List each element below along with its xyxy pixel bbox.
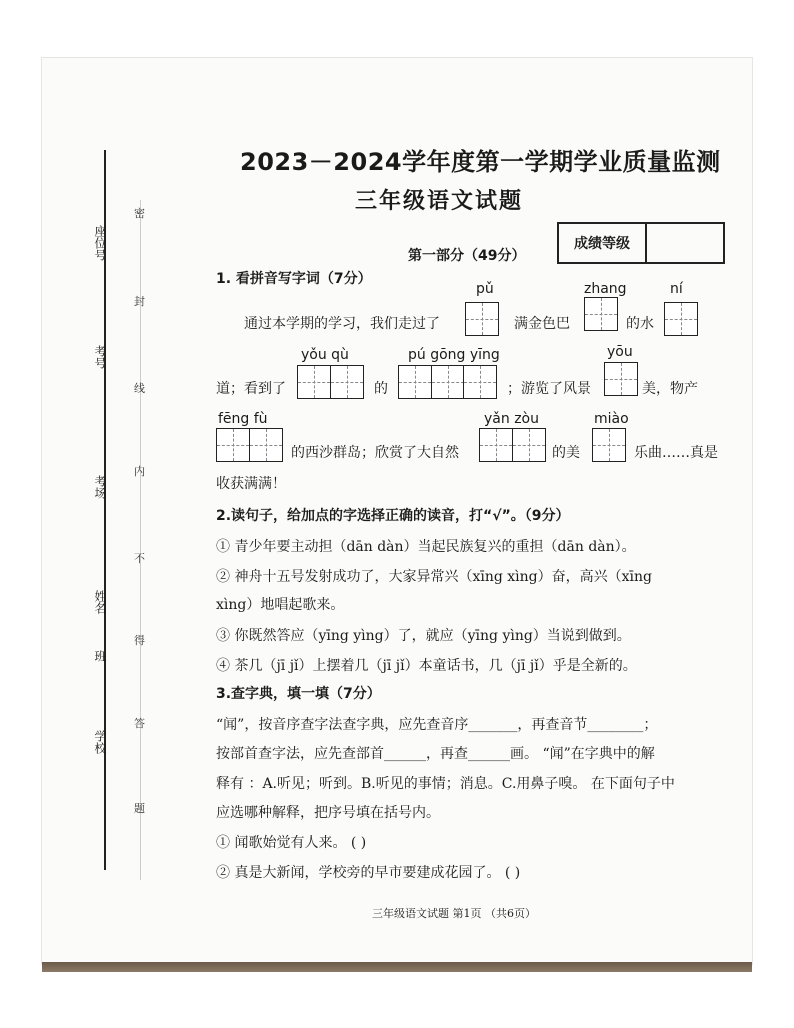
page-footer: 三年级语文试题 第1页 （共6页） (372, 907, 536, 920)
q1-text: 满金色巴 (514, 316, 570, 332)
seal-char: 线 (134, 382, 145, 395)
writing-box-ni[interactable] (664, 302, 698, 336)
seal-char: 内 (134, 465, 145, 478)
seal-char: 得 (134, 634, 145, 647)
q1-text: 美，物产 (642, 381, 698, 397)
q1-text: 通过本学期的学习，我们走过了 (244, 316, 440, 332)
pinyin-label: yōu (607, 344, 633, 360)
seal-char: 密 (134, 207, 145, 220)
seal-char: 答 (134, 717, 145, 730)
q1-text: 的 (374, 381, 388, 397)
q3-line: 按部首查字法，应先查部首______，再查______画。 “闻”在字典中的解 (216, 746, 655, 762)
q2-line: ② 神舟十五号发射成功了，大家异常兴（xīng xìng）奋，高兴（xīng (216, 569, 652, 585)
writing-box-miao[interactable] (592, 428, 626, 462)
q1-text: ；游览了风景 (507, 381, 591, 397)
pinyin-label: ní (670, 281, 683, 297)
label-class: 班 (93, 650, 107, 662)
q1-text: 的水 (626, 316, 654, 332)
writing-box-zhang[interactable] (584, 297, 618, 331)
q1-text: 收获满满！ (216, 476, 286, 492)
writing-box-pugongying[interactable] (398, 365, 497, 399)
label-seat-number: 座位号 (93, 225, 107, 261)
pinyin-label: yǒu qù (301, 347, 349, 363)
label-exam-number: 考号 (93, 345, 107, 369)
pinyin-label: miào (594, 411, 629, 427)
q1-text: 的美 (552, 445, 580, 461)
exam-title: 2023－2024学年度第一学期学业质量监测 (240, 148, 721, 176)
writing-box-pu[interactable] (465, 302, 499, 336)
exam-subtitle: 三年级语文试题 (355, 189, 524, 214)
q2-line: ③ 你既然答应（yīng yìng）了，就应（yīng yìng）当说到做到。 (216, 628, 631, 644)
q1-text: 乐曲……真是 (634, 445, 718, 461)
writing-box-yanzou[interactable] (479, 428, 546, 462)
pinyin-label: pǔ (476, 281, 494, 297)
question-3-heading: 3.查字典，填一填（7分） (216, 686, 381, 702)
seal-char: 不 (134, 552, 145, 565)
q2-line: ④ 茶几（jī jǐ）上摆着几（jī jǐ）本童话书，几（jī jǐ）乎是全新的。 (216, 658, 637, 674)
q1-text: 的西沙群岛；欣赏了大自然 (291, 445, 459, 461)
q3-line: 释有 ：A.听见；听到。B.听见的事情；消息。C.用鼻子嗅。 在下面句子中 (216, 776, 675, 792)
writing-box-youqu[interactable] (297, 365, 364, 399)
q2-line: ① 青少年要主动担（dān dàn）当起民族复兴的重担（dān dàn）。 (216, 539, 636, 555)
q3-line: “闻”，按音序查字法查字典，应先查音序_______，再查音节________； (216, 717, 658, 733)
label-name: 姓名 (93, 590, 107, 614)
paper-edge (42, 962, 752, 972)
seal-char: 题 (134, 802, 145, 815)
pinyin-label: yǎn zòu (484, 411, 539, 427)
label-school: 学校 (93, 730, 107, 754)
pinyin-label: zhang (584, 281, 627, 297)
pinyin-label: pú gōng yīng (408, 347, 500, 363)
q1-text: 道；看到了 (216, 381, 286, 397)
grade-label: 成绩等级 (559, 224, 647, 262)
q3-line: ② 真是大新闻，学校旁的早市要建成花园了。 ( ) (216, 865, 521, 881)
question-1-heading: 1. 看拼音写字词（7分） (216, 271, 372, 287)
part-heading: 第一部分（49分） (408, 248, 526, 264)
question-2-heading: 2.读句子，给加点的字选择正确的读音，打“√”。（9分） (216, 508, 570, 524)
writing-box-you[interactable] (604, 362, 638, 396)
q3-line: 应选哪种解释，把序号填在括号内。 (216, 805, 440, 821)
q3-line: ① 闻歌始觉有人来。 ( ) (216, 835, 367, 851)
grade-value-field[interactable] (647, 224, 723, 262)
seal-char: 封 (134, 295, 145, 308)
q2-line: xìng）地唱起歌来。 (216, 597, 345, 613)
writing-box-fengfu[interactable] (216, 428, 283, 462)
grade-box (557, 222, 725, 264)
label-exam-room: 考场 (93, 475, 107, 499)
pinyin-label: fēng fù (218, 411, 268, 427)
